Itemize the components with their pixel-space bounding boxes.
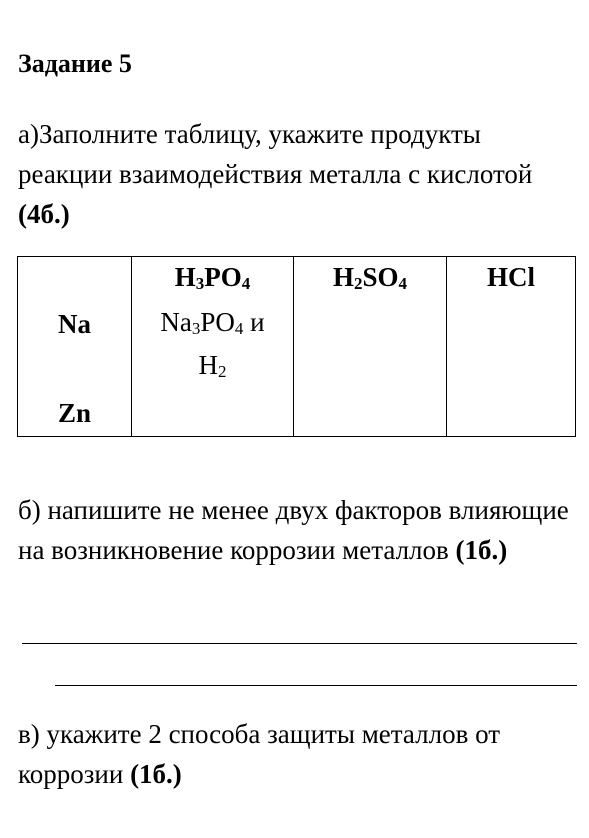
cell-na-h3po4[interactable]: Na3PO4 и H2 bbox=[132, 304, 294, 390]
table-row bbox=[18, 390, 576, 437]
cell-zn-h2so4[interactable] bbox=[294, 390, 447, 437]
row-label-na: Na bbox=[18, 304, 132, 390]
reaction-table bbox=[17, 256, 576, 437]
header-hcl: HCl bbox=[447, 257, 576, 305]
cell-zn-hcl[interactable] bbox=[447, 390, 576, 437]
part-c-text: в) укажите 2 способа защиты металлов от коррозии bbox=[18, 719, 501, 789]
table-corner-cell bbox=[18, 257, 132, 305]
header-h2so4: H2SO4 bbox=[294, 257, 447, 305]
row-label-zn: Zn bbox=[18, 390, 132, 437]
table-header-row bbox=[18, 257, 576, 305]
answer-line-2[interactable] bbox=[55, 685, 577, 686]
cell-na-h2so4[interactable] bbox=[294, 304, 447, 390]
cell-zn-h3po4[interactable] bbox=[132, 390, 294, 437]
part-b-text: б) напишите не менее двух факторов влияющие на возникновение коррозии металлов bbox=[18, 495, 569, 565]
cell-na-hcl[interactable] bbox=[447, 304, 576, 390]
answer-line-1[interactable] bbox=[22, 643, 577, 644]
part-c-points: (1б.) bbox=[130, 759, 182, 789]
part-a-instruction bbox=[18, 114, 578, 234]
task-title: Задание 5 bbox=[18, 49, 132, 78]
header-h3po4: H3PO4 bbox=[132, 257, 294, 305]
part-b-points: (1б.) bbox=[455, 535, 508, 565]
part-a-text: а)Заполните таблицу, укажите продукты реакции взаимодействия металла с кислотой bbox=[18, 119, 533, 189]
part-b-instruction bbox=[18, 490, 578, 570]
table-row bbox=[18, 304, 576, 390]
part-a-points: (4б.) bbox=[18, 199, 70, 229]
part-c-instruction bbox=[18, 714, 578, 794]
